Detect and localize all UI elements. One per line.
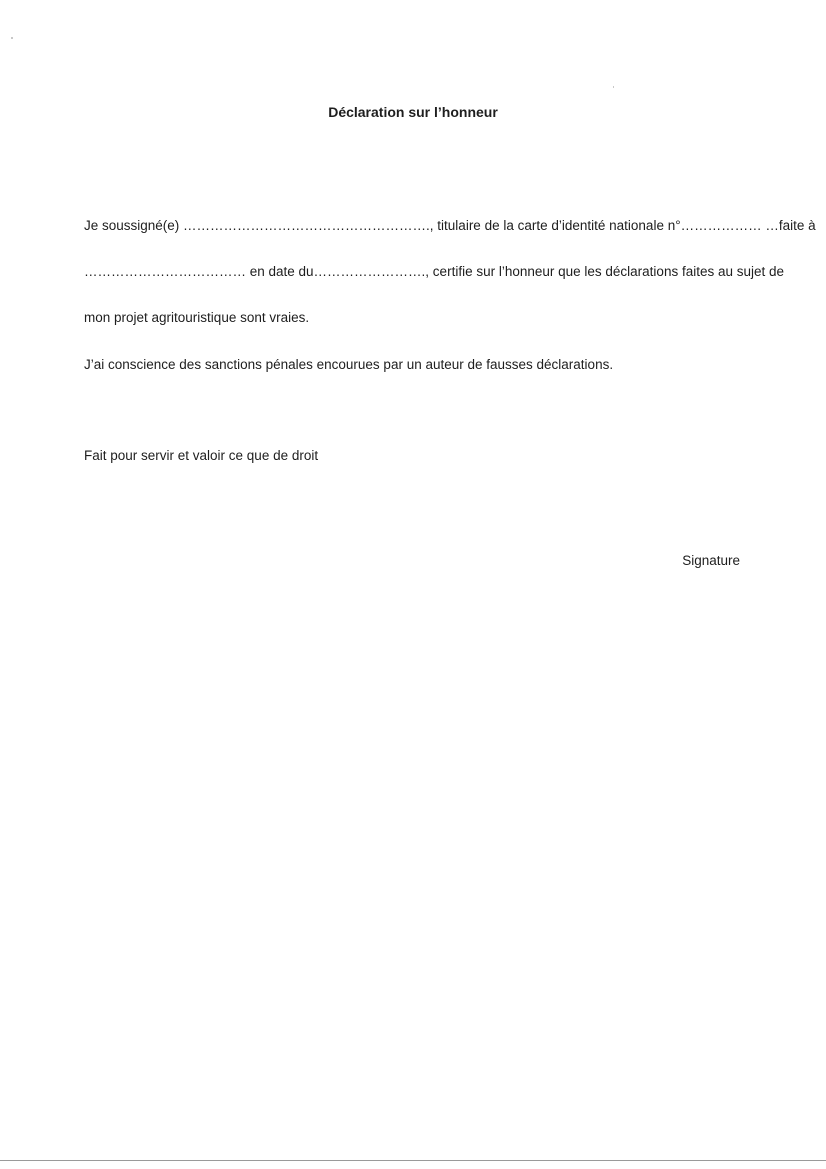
- declaration-line-1: Je soussigné(e) ………………………………………………., titulaire de la carte d’identité nationale n°……………… …faite à: [84, 218, 816, 233]
- page-bottom-edge: [0, 1160, 826, 1161]
- scan-speck: [613, 86, 614, 88]
- awareness-statement: J’ai conscience des sanctions pénales encourues par un auteur de fausses déclarations.: [84, 357, 614, 372]
- closing-formula: Fait pour servir et valoir ce que de droit: [84, 448, 319, 463]
- signature-label: Signature: [682, 553, 740, 568]
- scan-speck: [11, 37, 13, 39]
- document-title: Déclaration sur l’honneur: [328, 104, 498, 120]
- declaration-line-2: ……………………………… en date du……………………., certifie sur l’honneur que les déclarations faites au sujet de: [84, 264, 785, 279]
- declaration-line-3: mon projet agritouristique sont vraies.: [84, 310, 310, 325]
